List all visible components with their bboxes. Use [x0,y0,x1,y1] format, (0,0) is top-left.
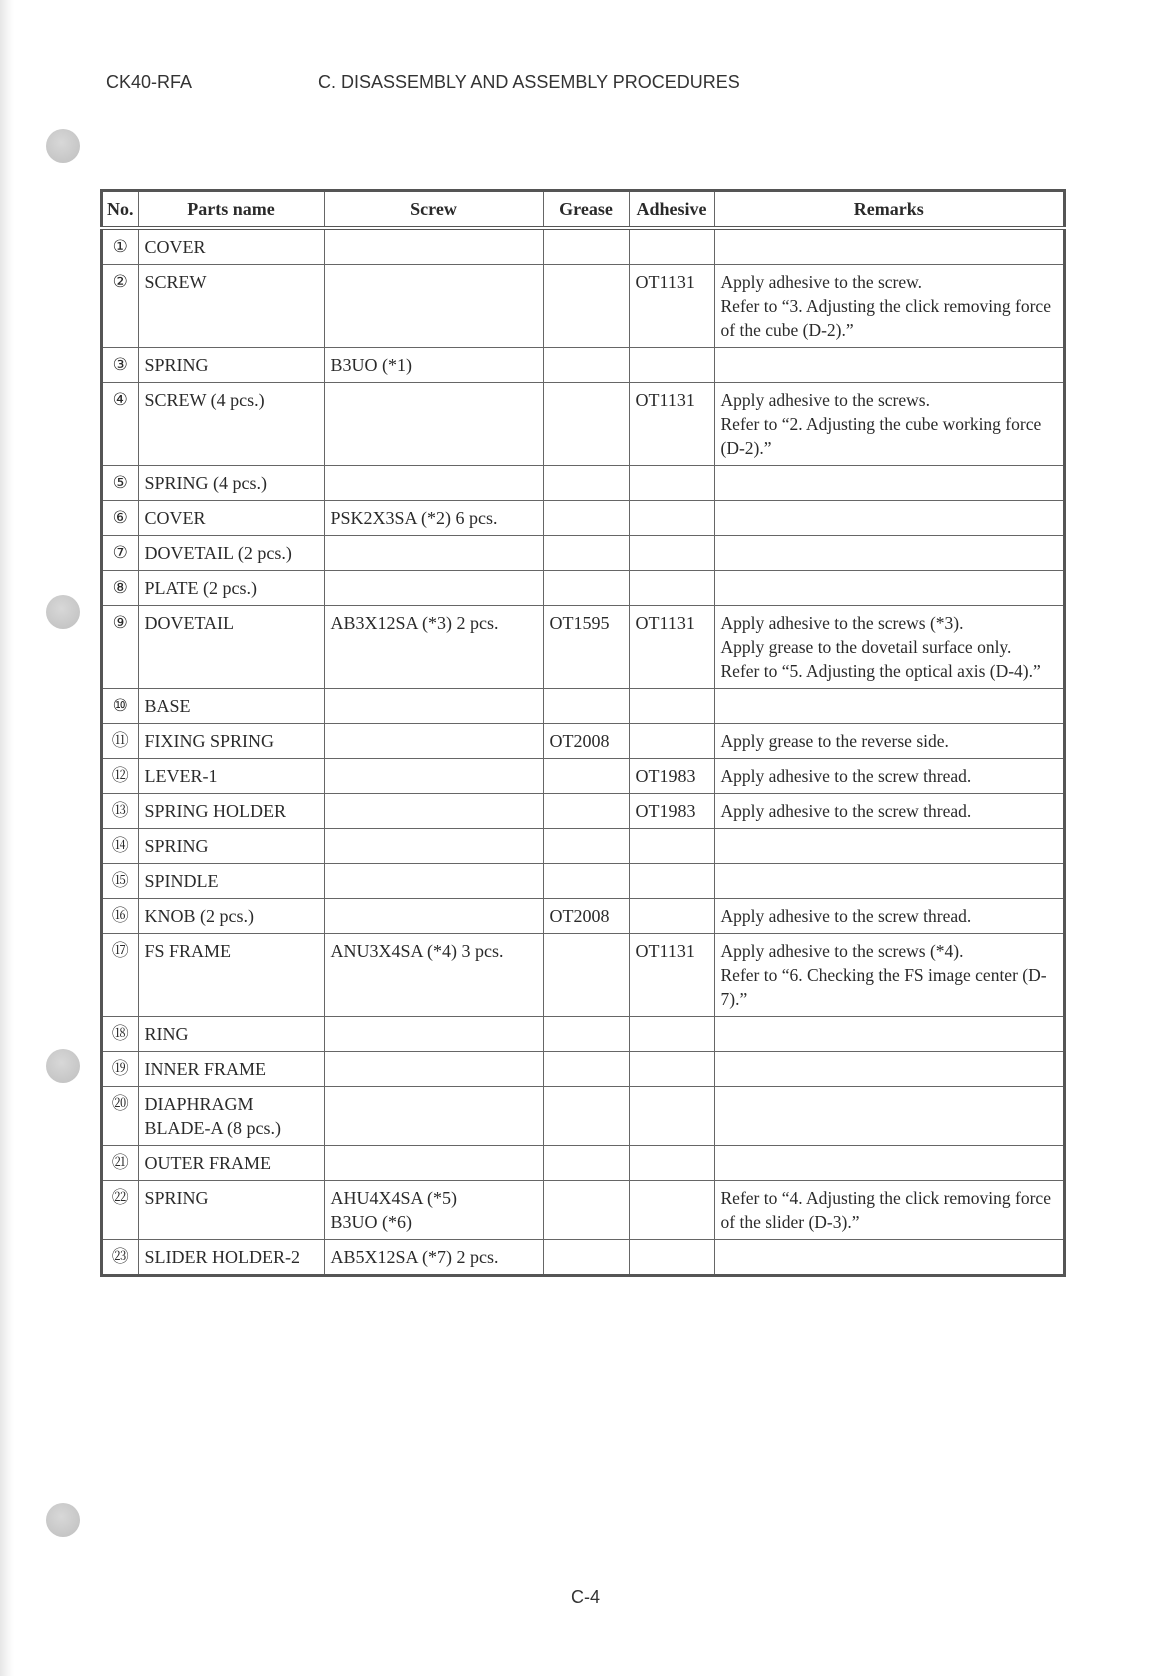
remarks-text: Apply grease to the reverse side. [714,724,1065,759]
screw-spec [324,794,543,829]
parts-table-body [102,228,1065,1276]
remarks-text: Apply adhesive to the screws (*4). Refer to “6. Checking the FS image center (D-7).” [714,934,1065,1017]
screw-spec [324,383,543,466]
part-number: ⑱ [102,1017,139,1052]
table-row [102,1052,1065,1087]
column-header-adhesive: Adhesive [629,191,714,229]
screw-spec [324,265,543,348]
part-number: ⑲ [102,1052,139,1087]
punch-hole [46,1049,80,1083]
remarks-text: Apply adhesive to the screw thread. [714,759,1065,794]
remarks-text [714,1017,1065,1052]
adhesive-code [629,536,714,571]
screw-spec [324,899,543,934]
adhesive-code: OT1131 [629,265,714,348]
part-name: SPINDLE [138,864,324,899]
screw-spec [324,759,543,794]
grease-code [543,1181,629,1240]
remarks-text [714,829,1065,864]
remarks-text [714,1146,1065,1181]
part-name: SPRING [138,348,324,383]
remarks-text: Apply adhesive to the screws. Refer to “2. Adjusting the cube working force (D-2).” [714,383,1065,466]
part-name: INNER FRAME [138,1052,324,1087]
screw-spec: B3UO (*1) [324,348,543,383]
part-name: SPRING [138,1181,324,1240]
part-number: ⑮ [102,864,139,899]
adhesive-code: OT1983 [629,794,714,829]
screw-spec: PSK2X3SA (*2) 6 pcs. [324,501,543,536]
remarks-text: Refer to “4. Adjusting the click removing force of the slider (D-3).” [714,1181,1065,1240]
part-name: FIXING SPRING [138,724,324,759]
part-number: ② [102,265,139,348]
adhesive-code [629,571,714,606]
part-name: COVER [138,228,324,265]
part-name: FS FRAME [138,934,324,1017]
remarks-text [714,1087,1065,1146]
part-number: ⑯ [102,899,139,934]
table-row [102,829,1065,864]
part-name: SPRING [138,829,324,864]
screw-spec [324,571,543,606]
column-header-no: No. [102,191,139,229]
adhesive-code [629,228,714,265]
adhesive-code: OT1131 [629,606,714,689]
part-number: ⑪ [102,724,139,759]
part-name: DOVETAIL (2 pcs.) [138,536,324,571]
remarks-text [714,348,1065,383]
grease-code [543,265,629,348]
adhesive-code: OT1131 [629,934,714,1017]
grease-code [543,1052,629,1087]
adhesive-code [629,348,714,383]
punch-hole [46,1503,80,1537]
table-row [102,1017,1065,1052]
adhesive-code: OT1131 [629,383,714,466]
table-row [102,501,1065,536]
screw-spec [324,829,543,864]
adhesive-code [629,1240,714,1276]
grease-code [543,829,629,864]
part-number: ④ [102,383,139,466]
remarks-text: Apply adhesive to the screw thread. [714,899,1065,934]
table-row [102,571,1065,606]
remarks-text [714,466,1065,501]
screw-spec: AB3X12SA (*3) 2 pcs. [324,606,543,689]
part-number: ㉓ [102,1240,139,1276]
table-row [102,1181,1065,1240]
part-name: SCREW [138,265,324,348]
adhesive-code [629,829,714,864]
grease-code [543,1087,629,1146]
adhesive-code [629,689,714,724]
remarks-text [714,1240,1065,1276]
part-number: ㉒ [102,1181,139,1240]
adhesive-code [629,501,714,536]
table-row [102,228,1065,265]
remarks-text: Apply adhesive to the screw. Refer to “3. Adjusting the click removing force of the cube (D-2).” [714,265,1065,348]
screw-spec [324,864,543,899]
table-header-row [102,191,1065,229]
grease-code [543,934,629,1017]
table-row [102,606,1065,689]
screw-spec [324,466,543,501]
table-row [102,1146,1065,1181]
remarks-text [714,571,1065,606]
remarks-text: Apply adhesive to the screws (*3). Apply grease to the dovetail surface only. Refer to “5. Adjusting the optical axis (D-4).” [714,606,1065,689]
adhesive-code [629,899,714,934]
part-name: RING [138,1017,324,1052]
part-number: ⑤ [102,466,139,501]
part-name: SPRING (4 pcs.) [138,466,324,501]
table-row [102,348,1065,383]
part-name: DOVETAIL [138,606,324,689]
screw-spec [324,1146,543,1181]
screw-spec: AHU4X4SA (*5) B3UO (*6) [324,1181,543,1240]
part-number: ⑰ [102,934,139,1017]
grease-code [543,348,629,383]
table-row [102,1087,1065,1146]
table-row [102,724,1065,759]
grease-code [543,689,629,724]
remarks-text [714,864,1065,899]
adhesive-code [629,724,714,759]
grease-code [543,864,629,899]
screw-spec: ANU3X4SA (*4) 3 pcs. [324,934,543,1017]
adhesive-code [629,1017,714,1052]
table-row [102,864,1065,899]
remarks-text [714,1052,1065,1087]
punch-hole [46,595,80,629]
part-number: ⑩ [102,689,139,724]
table-row [102,265,1065,348]
screw-spec [324,1052,543,1087]
part-name: DIAPHRAGM BLADE-A (8 pcs.) [138,1087,324,1146]
part-name: PLATE (2 pcs.) [138,571,324,606]
table-row [102,794,1065,829]
parts-table [100,189,1066,1277]
grease-code: OT2008 [543,899,629,934]
part-name: KNOB (2 pcs.) [138,899,324,934]
adhesive-code [629,1146,714,1181]
table-row [102,536,1065,571]
part-number: ⑭ [102,829,139,864]
table-row [102,1240,1065,1276]
part-name: COVER [138,501,324,536]
part-number: ① [102,228,139,265]
part-name: SCREW (4 pcs.) [138,383,324,466]
part-number: ⑥ [102,501,139,536]
remarks-text [714,689,1065,724]
table-row [102,383,1065,466]
grease-code [543,466,629,501]
part-name: SPRING HOLDER [138,794,324,829]
document-code: CK40-RFA [106,72,193,92]
part-number: ㉑ [102,1146,139,1181]
binder-edge [0,0,14,1676]
remarks-text: Apply adhesive to the screw thread. [714,794,1065,829]
column-header-grease: Grease [543,191,629,229]
grease-code [543,759,629,794]
part-number: ⑨ [102,606,139,689]
grease-code [543,794,629,829]
remarks-text [714,536,1065,571]
screw-spec [324,689,543,724]
part-name: BASE [138,689,324,724]
adhesive-code [629,1052,714,1087]
grease-code [543,1017,629,1052]
adhesive-code [629,1087,714,1146]
screw-spec [324,536,543,571]
screw-spec [324,724,543,759]
table-row [102,899,1065,934]
page-number: C-4 [571,1587,601,1607]
grease-code: OT1595 [543,606,629,689]
grease-code [543,1146,629,1181]
part-number: ⑫ [102,759,139,794]
adhesive-code [629,466,714,501]
grease-code [543,1240,629,1276]
part-name: OUTER FRAME [138,1146,324,1181]
grease-code [543,571,629,606]
grease-code [543,228,629,265]
punch-hole [46,129,80,163]
grease-code [543,501,629,536]
screw-spec [324,228,543,265]
table-row [102,759,1065,794]
grease-code [543,383,629,466]
remarks-text [714,228,1065,265]
part-number: ⑬ [102,794,139,829]
screw-spec [324,1017,543,1052]
screw-spec [324,1087,543,1146]
table-row [102,689,1065,724]
remarks-text [714,501,1065,536]
part-name: SLIDER HOLDER-2 [138,1240,324,1276]
grease-code [543,536,629,571]
table-row [102,466,1065,501]
part-number: ⑧ [102,571,139,606]
column-header-remarks: Remarks [714,191,1065,229]
screw-spec: AB5X12SA (*7) 2 pcs. [324,1240,543,1276]
section-title: C. DISASSEMBLY AND ASSEMBLY PROCEDURES [318,72,740,92]
column-header-parts-name: Parts name [138,191,324,229]
adhesive-code [629,1181,714,1240]
part-number: ⑳ [102,1087,139,1146]
part-number: ⑦ [102,536,139,571]
adhesive-code [629,864,714,899]
grease-code: OT2008 [543,724,629,759]
column-header-screw: Screw [324,191,543,229]
table-row [102,934,1065,1017]
part-name: LEVER-1 [138,759,324,794]
adhesive-code: OT1983 [629,759,714,794]
part-number: ③ [102,348,139,383]
